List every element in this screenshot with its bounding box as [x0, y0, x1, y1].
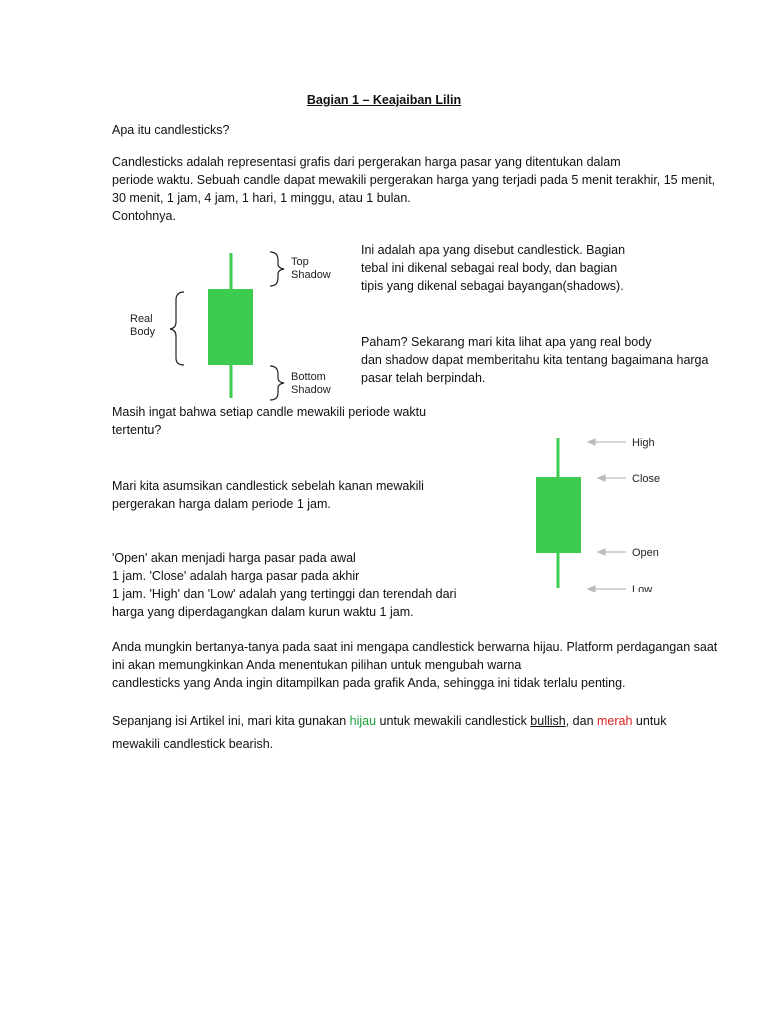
shadow-label: Shadow	[291, 384, 331, 396]
intro-paragraph	[112, 153, 715, 225]
final-text: Sepanjang isi Artikel ini, mari kita gunakan	[112, 714, 350, 728]
text-line: Mari kita asumsikan candlestick sebelah kanan mewakili	[112, 479, 424, 493]
text-line: Masih ingat bahwa setiap candle mewakili periode waktu	[112, 405, 427, 419]
text-line: harga yang diperdagangkan dalam kurun waktu 1 jam.	[112, 605, 414, 619]
candle-real-body	[208, 289, 253, 365]
final-line-2: mewakili candlestick bearish.	[112, 737, 274, 751]
final-text: untuk mewakili candlestick	[376, 714, 531, 728]
text-line: tertentu?	[112, 423, 162, 437]
green-word: hijau	[349, 714, 377, 728]
real-label: Real	[130, 313, 153, 325]
top-shadow-brace	[270, 252, 284, 286]
text-line: candlesticks yang Anda ingin ditampilkan pada grafik Anda, sehingga ini tidak terlalu penting.	[112, 676, 626, 690]
final-text: , dan	[565, 714, 598, 728]
low-arrow	[588, 586, 595, 592]
candle-body	[536, 477, 581, 553]
text-line: 'Open' akan menjadi harga pasar pada awal	[112, 551, 356, 565]
close-label: Close	[632, 473, 661, 485]
text-line: pasar telah berpindah.	[361, 371, 486, 385]
final-text: untuk	[632, 714, 667, 728]
reminder-paragraph	[112, 403, 426, 439]
text-line: Paham? Sekarang mari kita lihat apa yang real body	[361, 335, 652, 349]
text-line: Anda mungkin bertanya-tanya pada saat ini mengapa candlestick berwarna hijau. Platform perdagangan saat	[112, 640, 718, 654]
red-word: merah	[597, 714, 633, 728]
text-line: tipis yang dikenal sebagai bayangan(shadows).	[361, 279, 624, 293]
top-label: Top	[291, 256, 309, 268]
definitions-paragraph	[112, 549, 457, 621]
intro-line: periode waktu. Sebuah candle dapat mewakili pergerakan harga yang terjadi pada 5 menit terakhir, 15 menit,	[112, 173, 716, 187]
body-label: Body	[130, 326, 156, 338]
right-paragraph-1	[361, 241, 625, 295]
open-label: Open	[632, 547, 659, 559]
high-label: High	[632, 437, 655, 449]
text-line: 1 jam. 'Close' adalah harga pasar pada akhir	[112, 569, 360, 583]
intro-line: Candlesticks adalah representasi grafis dari pergerakan harga pasar yang ditentukan dalam	[112, 155, 621, 169]
final-line-1	[112, 714, 667, 728]
text-line: pergerakan harga dalam periode 1 jam.	[112, 497, 331, 511]
text-line: dan shadow dapat memberitahu kita tentang bagaimana harga	[361, 353, 709, 367]
intro-line: Contohnya.	[112, 209, 176, 223]
close-arrow	[598, 475, 605, 481]
assume-paragraph	[112, 477, 424, 513]
intro-line: 30 menit, 1 jam, 4 jam, 1 hari, 1 minggu, atau 1 bulan.	[112, 191, 411, 205]
shadow-label: Shadow	[291, 269, 331, 281]
real-body-brace	[170, 292, 184, 365]
text-line: ini akan memungkinkan Anda menentukan pilihan untuk mengubah warna	[112, 658, 522, 672]
bottom-label: Bottom	[291, 371, 326, 383]
color-note-paragraph	[112, 638, 717, 692]
low-label: Low	[632, 584, 653, 592]
page-title: Bagian 1 – Keajaiban Lilin	[306, 93, 462, 107]
ohlc-candlestick-diagram	[528, 432, 668, 592]
high-arrow	[588, 439, 595, 445]
text-line: tebal ini dikenal sebagai real body, dan bagian	[361, 261, 618, 275]
final-paragraph	[112, 714, 667, 751]
text-line: Ini adalah apa yang disebut candlestick. Bagian	[361, 243, 626, 257]
candlestick-anatomy-diagram	[110, 248, 350, 403]
right-paragraph-2	[361, 333, 708, 387]
question-heading: Apa itu candlesticks?	[112, 123, 230, 137]
open-arrow	[598, 549, 605, 555]
bottom-shadow-brace	[270, 366, 284, 400]
text-line: 1 jam. 'High' dan 'Low' adalah yang tertinggi dan terendah dari	[112, 587, 457, 601]
bullish-word: bullish	[530, 714, 566, 728]
